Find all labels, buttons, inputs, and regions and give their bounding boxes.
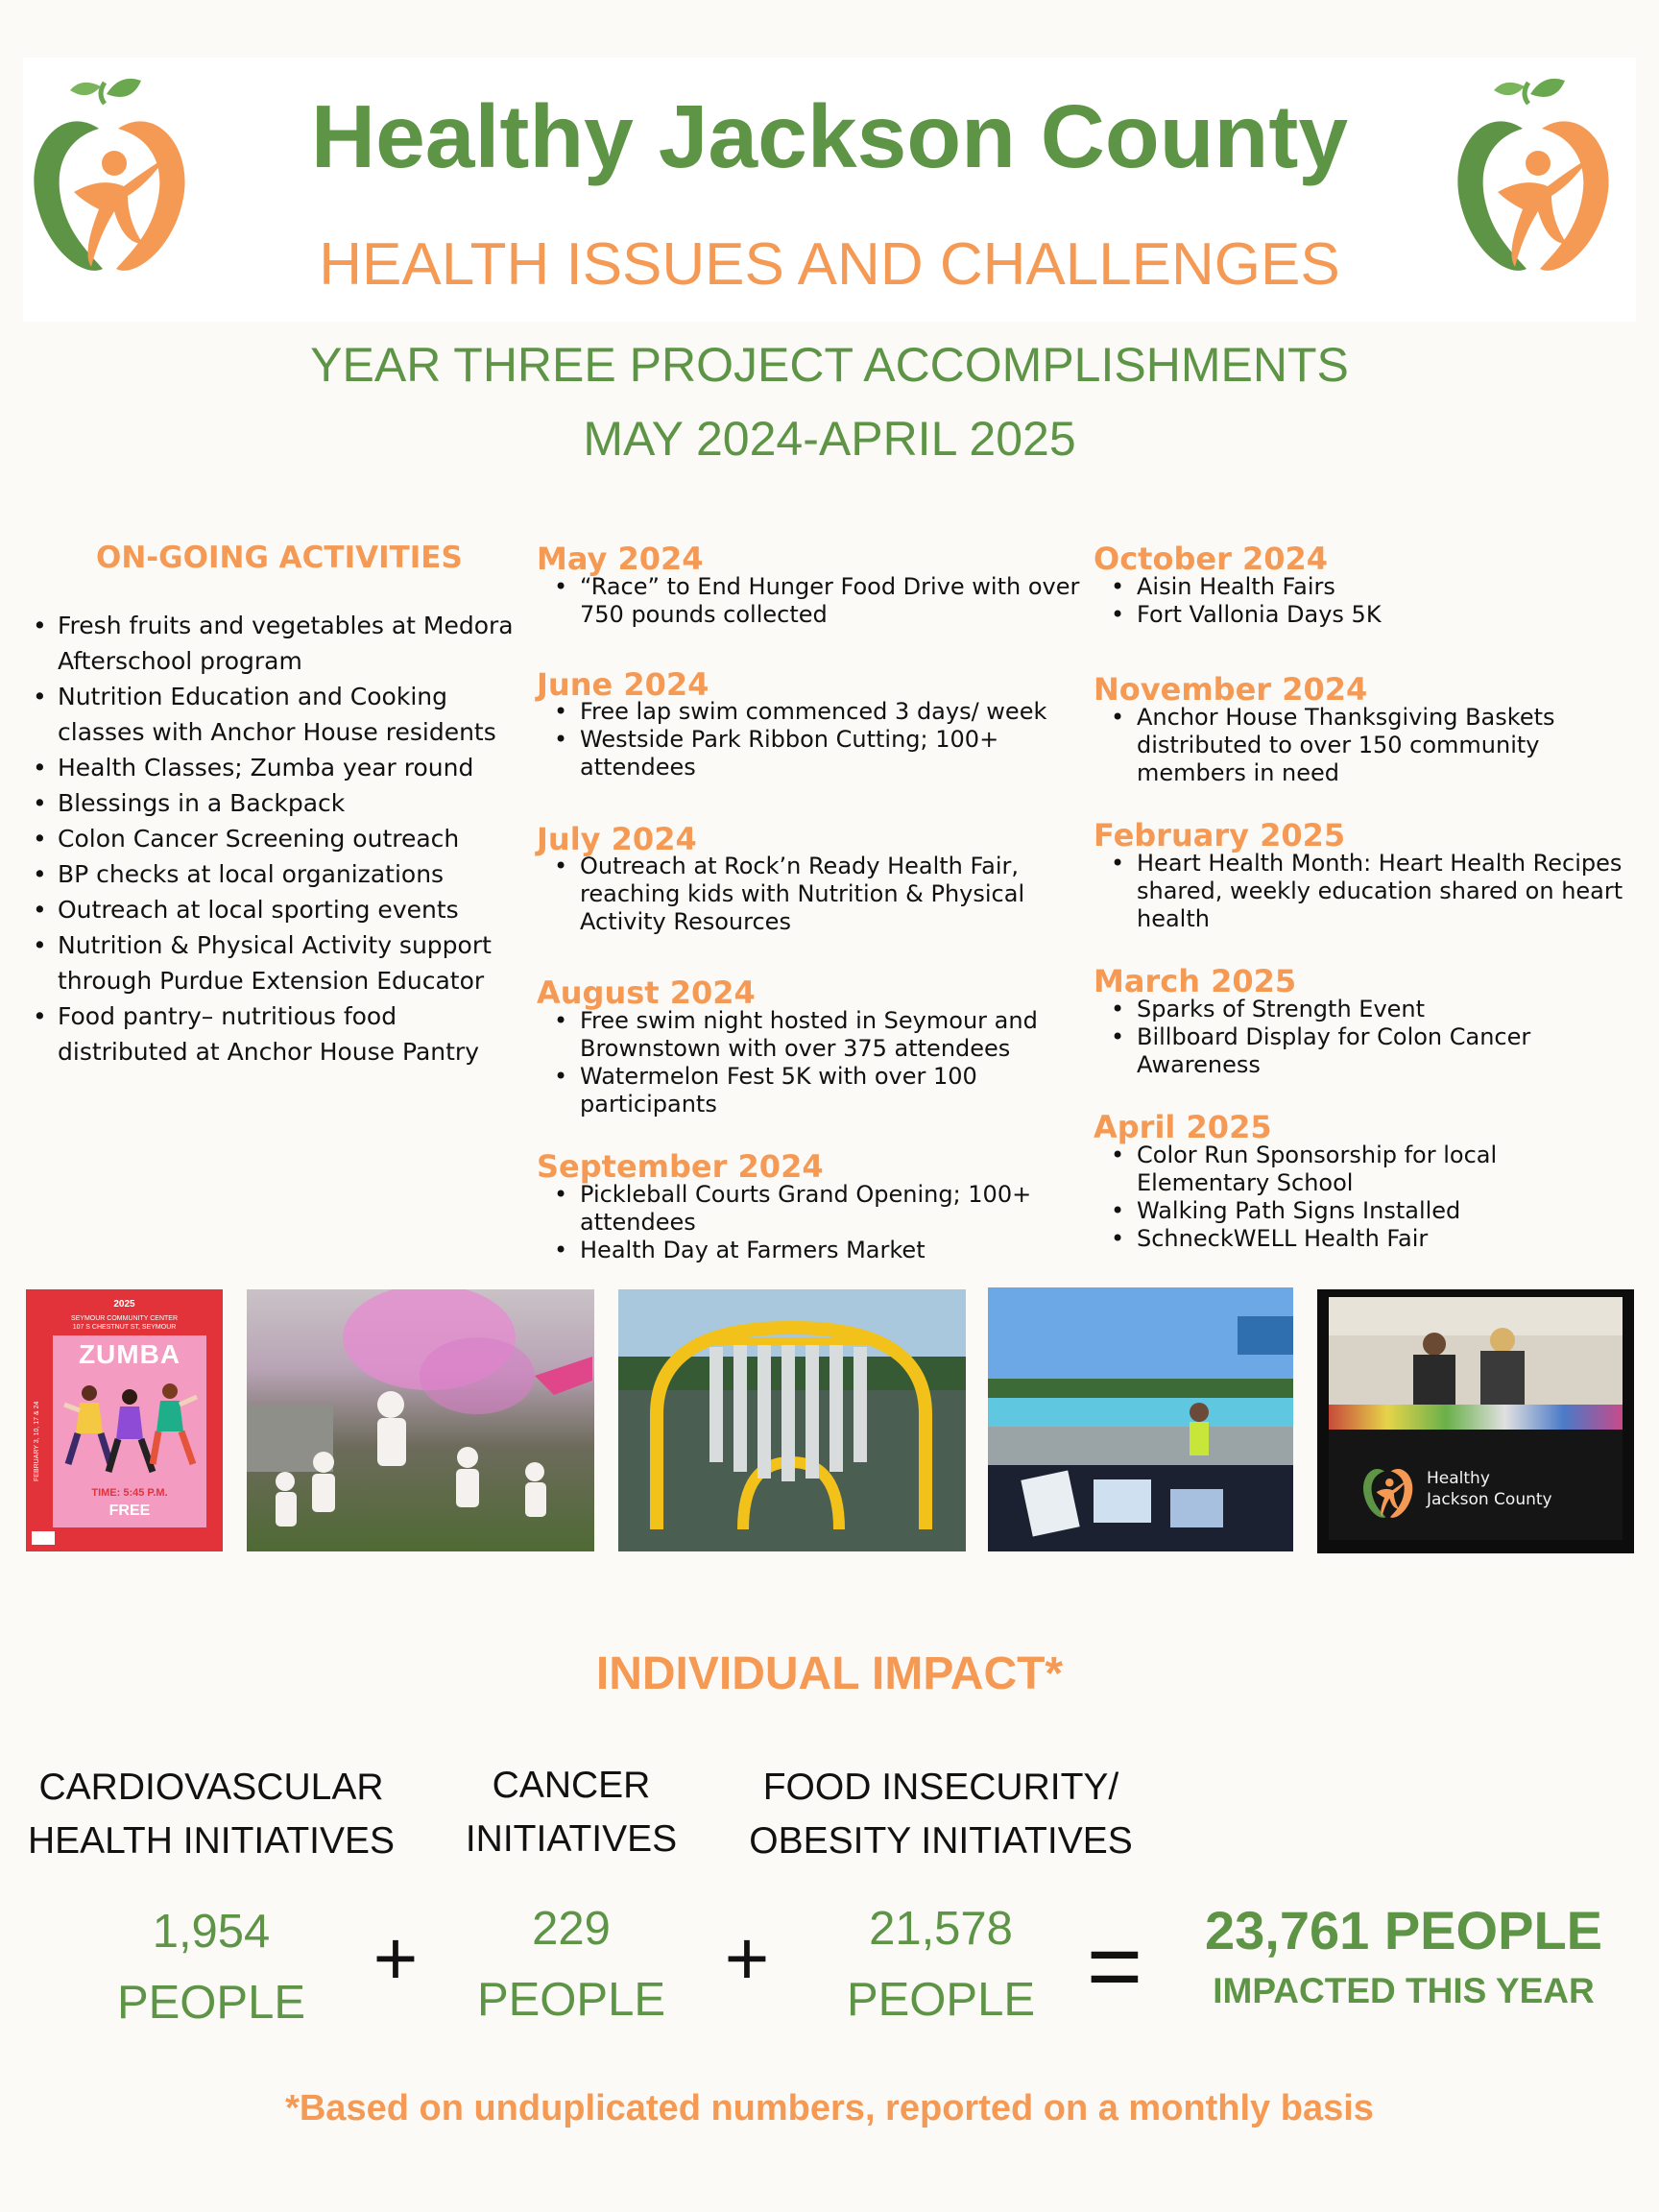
booth-ceiling — [1329, 1297, 1623, 1335]
equals-sign: = — [1086, 1912, 1143, 2020]
impact-heading: INDIVIDUAL IMPACT* — [595, 1648, 1064, 1699]
list-item: • Free lap swim commenced 3 days/ week — [580, 698, 1089, 726]
list-item: • Colon Cancer Screening outreach — [58, 821, 518, 856]
banner-line: Healthy — [1427, 1469, 1490, 1488]
cardio-count — [67, 1896, 355, 2038]
label-line: CANCER — [492, 1765, 651, 1806]
zumba-flyer-photo — [26, 1289, 223, 1551]
list-item: • Health Classes; Zumba year round — [58, 750, 518, 785]
plus-sign: + — [373, 1915, 419, 2001]
food-insecurity-label — [730, 1761, 1152, 1868]
month-heading: July 2024 — [537, 821, 697, 857]
label-line: INITIATIVES — [465, 1818, 678, 1860]
month-heading: March 2025 — [1094, 963, 1297, 999]
list-item: • Pickleball Courts Grand Opening; 100+ attendees — [580, 1181, 1070, 1237]
month-list — [580, 573, 1089, 629]
label-line: HEALTH INITIATIVES — [27, 1820, 396, 1862]
apple-person-logo-icon — [1358, 1451, 1419, 1527]
month-list — [1137, 1142, 1617, 1253]
total-people: 23,761 PEOPLE — [1204, 1900, 1602, 1960]
food-insecurity-count — [797, 1893, 1085, 2035]
pool-scene-icon — [988, 1287, 1293, 1551]
month-heading: June 2024 — [537, 666, 709, 703]
label-line: CARDIOVASCULAR — [38, 1767, 384, 1808]
ongoing-list — [58, 608, 518, 1070]
flyer-year: 2025 — [113, 1299, 135, 1310]
flyer-title: ZUMBA — [78, 1339, 181, 1369]
flyer-time: TIME: 5:45 P.M. — [91, 1487, 168, 1499]
list-item: • SchneckWELL Health Fair — [1137, 1225, 1617, 1253]
list-item: • Anchor House Thanksgiving Baskets distributed to over 150 community members in need — [1137, 704, 1617, 787]
list-item: • BP checks at local organizations — [58, 856, 518, 892]
list-item: • “Race” to End Hunger Food Drive with over 750 pounds collected — [580, 573, 1089, 629]
month-list — [580, 698, 1089, 781]
month-list — [1137, 573, 1636, 629]
page-subtitle: HEALTH ISSUES AND CHALLENGES — [319, 231, 1340, 298]
color-run-scene-icon — [247, 1289, 594, 1551]
month-list — [1137, 850, 1636, 933]
list-item: • Aisin Health Fairs — [1137, 573, 1636, 601]
date-range: MAY 2024-APRIL 2025 — [583, 412, 1076, 466]
flyer-dates: FEBRUARY 3, 10, 17 & 24 — [34, 1401, 40, 1481]
month-list — [1137, 996, 1617, 1079]
footnote: *Based on unduplicated numbers, reported on a monthly basis — [285, 2088, 1374, 2128]
list-item: • Heart Health Month: Heart Health Recipes shared, weekly education shared on heart health — [1137, 850, 1636, 933]
cardio-label — [0, 1761, 422, 1868]
cancer-count — [427, 1893, 715, 2035]
chimes-arch-icon — [618, 1289, 966, 1551]
list-item: • Blessings in a Backpack — [58, 785, 518, 821]
ongoing-heading: ON-GOING ACTIVITIES — [96, 541, 463, 575]
booth-table-items — [1329, 1405, 1623, 1430]
list-item: • Nutrition & Physical Activity support through Purdue Extension Educator — [58, 927, 518, 998]
label-line: FOOD INSECURITY/ — [762, 1767, 1119, 1808]
person-head — [1423, 1333, 1446, 1356]
page-title: Healthy Jackson County — [310, 86, 1349, 186]
booth-banner-text — [1427, 1468, 1552, 1510]
health-fair-booth-photo — [1317, 1289, 1634, 1553]
plus-sign: + — [724, 1915, 770, 2001]
flyer-price: FREE — [108, 1503, 151, 1519]
booth-tablecloth — [1329, 1430, 1623, 1540]
count-unit: PEOPLE — [846, 1974, 1036, 2026]
flyer-venue-name: SEYMOUR COMMUNITY CENTER — [70, 1315, 179, 1322]
count-unit: PEOPLE — [116, 1977, 306, 2029]
list-item: • Walking Path Signs Installed — [1137, 1197, 1617, 1225]
pool-photo — [988, 1287, 1293, 1551]
list-item: • Nutrition Education and Cooking classes with Anchor House residents — [58, 679, 518, 750]
flyer-venue — [45, 1314, 204, 1332]
color-run-photo — [247, 1289, 594, 1551]
month-heading: November 2024 — [1094, 671, 1368, 708]
month-heading: August 2024 — [537, 974, 756, 1011]
month-heading: May 2024 — [537, 541, 704, 577]
flyer-sponsor-logos — [32, 1531, 55, 1545]
list-item: • Sparks of Strength Event — [1137, 996, 1617, 1023]
person-head — [1490, 1328, 1515, 1353]
month-list — [580, 853, 1070, 936]
list-item: • Fresh fruits and vegetables at Medora Afterschool program — [58, 608, 518, 679]
count-number: 1,954 — [152, 1906, 271, 1958]
list-item: • Outreach at Rock’n Ready Health Fair, reaching kids with Nutrition & Physical Activity Resources — [580, 853, 1070, 936]
list-item: • Watermelon Fest 5K with over 100 participants — [580, 1063, 1070, 1118]
list-item: • Health Day at Farmers Market — [580, 1237, 1070, 1264]
list-item: • Fort Vallonia Days 5K — [1137, 601, 1636, 629]
count-number: 229 — [532, 1903, 611, 1955]
list-item: • Food pantry– nutritious food distributed at Anchor House Pantry — [58, 998, 518, 1070]
dancers-illustration-icon — [60, 1376, 200, 1481]
playground-chimes-photo — [618, 1289, 966, 1551]
month-heading: February 2025 — [1094, 817, 1346, 854]
month-list — [580, 1007, 1070, 1118]
count-unit: PEOPLE — [476, 1974, 666, 2026]
month-list — [1137, 704, 1617, 787]
list-item: • Billboard Display for Colon Cancer Awareness — [1137, 1023, 1617, 1079]
cancer-label — [427, 1759, 715, 1866]
year-title: YEAR THREE PROJECT ACCOMPLISHMENTS — [310, 338, 1349, 392]
month-heading: April 2025 — [1094, 1109, 1272, 1145]
list-item: • Free swim night hosted in Seymour and Brownstown with over 375 attendees — [580, 1007, 1070, 1063]
flyer-address: 107 S CHESTNUT ST, SEYMOUR — [72, 1324, 177, 1331]
list-item: • Outreach at local sporting events — [58, 892, 518, 927]
month-list — [580, 1181, 1070, 1264]
banner-line: Jackson County — [1427, 1490, 1552, 1509]
list-item: • Color Run Sponsorship for local Elementary School — [1137, 1142, 1617, 1197]
count-number: 21,578 — [869, 1903, 1013, 1955]
total-subtitle: IMPACTED THIS YEAR — [1213, 1971, 1595, 2010]
label-line: OBESITY INITIATIVES — [749, 1820, 1133, 1862]
month-heading: October 2024 — [1094, 541, 1329, 577]
list-item: • Westside Park Ribbon Cutting; 100+ attendees — [580, 726, 1089, 781]
month-heading: September 2024 — [537, 1148, 824, 1185]
